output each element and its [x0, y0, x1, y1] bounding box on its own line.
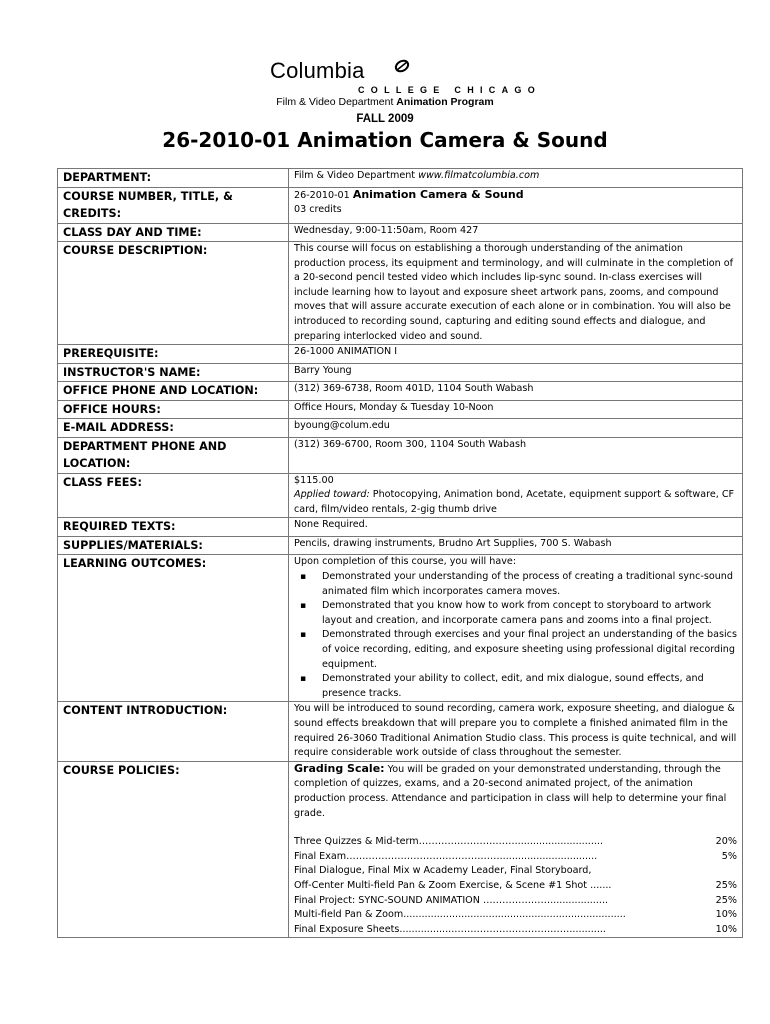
table-row — [58, 761, 743, 938]
table-row — [58, 437, 743, 473]
row-value: Barry Young — [289, 363, 743, 382]
row-value: Grading Scale: You will be graded on your demonstrated understanding, through the completion of quizzes, exams, and a 20-second animated project, of the animation production process. Attendance and participation in class will help to determine your final grade. Three Quizzes & Mid-term…………………………............................. 20% Final Exam…………………………………………................................ 5% Final Dialogue, Final Mix w Academy Leader, Final Storyboard, Off-Center Multi-field Pan & Zoom Exercise, & Scene #1 Shot ....... 25% Final Project: SYNC-SOUND ANIMATION …………………................... 25% Multi-field Pan & Zoom......................................................................... 10% Final Exposure Sheets..................………………………………............ 10% — [289, 761, 743, 938]
page-title: 26-2010-01 Animation Camera & Sound — [162, 128, 608, 152]
row-value: You will be introduced to sound recording, camera work, exposure sheeting, and dialogue & sound effects breakdown that will prepare you to complete a finished animated film in the required 26-3060 Traditional Animation Studio class. This process is quite technical, and will require considerable work outside of class throughout the semester. — [289, 702, 743, 761]
row-label: CONTENT INTRODUCTION: — [58, 702, 289, 761]
row-label: DEPARTMENT PHONE AND LOCATION: — [58, 437, 289, 473]
department-program-line: Film & Video Department Animation Program — [276, 96, 494, 108]
table-row — [58, 169, 743, 188]
table-row — [58, 400, 743, 419]
table-row — [58, 473, 743, 518]
row-value: $115.00 Applied toward: Photocopying, Animation bond, Acetate, equipment support & software, CF card, film/video rentals, 2-gig thumb drive — [289, 473, 743, 518]
row-label: E-MAIL ADDRESS: — [58, 419, 289, 438]
row-label: COURSE NUMBER, TITLE, & CREDITS: — [58, 187, 289, 223]
table-row — [58, 702, 743, 761]
table-row — [58, 518, 743, 537]
row-value: Upon completion of this course, you will have: ▪ Demonstrated your understanding of the process of creating a traditional sync-sound animated film which incorporates camera moves. ▪ Demonstrated that you know how to work from concept to storyboard to artwork layout and creation, and incorporate camera pans and zooms into a final project. ▪ Demonstrated through exercises and your final project an understanding of the basics of voice recording, editing, and exposure sheeting using professional digital recording equipment. ▪ Demonstrated your ability to collect, edit, and mix dialogue, sound effects, and presence tracks. — [289, 555, 743, 702]
row-label: DEPARTMENT: — [58, 169, 289, 188]
grade-line: Final Exam…………………………………………................................ 5% — [294, 850, 737, 862]
logo-subtitle: COLLEGE CHICAGO — [358, 85, 542, 95]
row-value: Office Hours, Monday & Tuesday 10-Noon — [289, 400, 743, 419]
logo-mark-icon — [394, 58, 410, 77]
row-value: None Required. — [289, 518, 743, 537]
row-label: REQUIRED TEXTS: — [58, 518, 289, 537]
syllabus-table — [57, 168, 743, 938]
row-value: (312) 369-6700, Room 300, 1104 South Wabash — [289, 437, 743, 473]
grade-line: Three Quizzes & Mid-term…………………………............................. 20% — [294, 836, 737, 848]
row-label: PREREQUISITE: — [58, 345, 289, 364]
row-value: 26-2010-01 Animation Camera & Sound 03 credits — [289, 187, 743, 223]
term-label: FALL 2009 — [356, 113, 414, 125]
grade-line: Off-Center Multi-field Pan & Zoom Exercise, & Scene #1 Shot ....... 25% — [294, 879, 737, 891]
table-row — [58, 419, 743, 438]
row-label: COURSE DESCRIPTION: — [58, 242, 289, 345]
row-value: Film & Video Department www.filmatcolumbia.com — [289, 169, 743, 188]
department-url-link[interactable]: www.filmatcolumbia.com — [418, 170, 540, 181]
row-label: COURSE POLICIES: — [58, 761, 289, 938]
row-label: OFFICE HOURS: — [58, 400, 289, 419]
table-row — [58, 382, 743, 401]
email-link[interactable]: byoung@colum.edu — [294, 420, 390, 432]
grading-heading: Grading Scale: — [294, 761, 385, 775]
row-value: Pencils, drawing instruments, Brudno Art Supplies, 700 S. Wabash — [289, 536, 743, 555]
grade-line: Multi-field Pan & Zoom......................................................................... 10% — [294, 909, 737, 921]
row-label: INSTRUCTOR'S NAME: — [58, 363, 289, 382]
table-row — [58, 223, 743, 242]
college-logo — [270, 58, 542, 95]
row-value: This course will focus on establishing a thorough understanding of the animation production process, its equipment and terminology, and will culminate in the completion of a 20-second pencil tested video which includes lip-sync sound. In-class exercises will include learning how to layout and exposure sheet artwork pans, zooms, and compound moves that will assure accurate execution of each alone or in combination. You will also be introduced to recording sound, capturing and editing sound effects and dialogue, and preparing interlocked video and sound. — [289, 242, 743, 345]
table-row — [58, 363, 743, 382]
row-value: 26-1000 ANIMATION I — [289, 345, 743, 364]
row-label: CLASS DAY AND TIME: — [58, 223, 289, 242]
row-value: Wednesday, 9:00-11:50am, Room 427 — [289, 223, 743, 242]
row-label: SUPPLIES/MATERIALS: — [58, 536, 289, 555]
list-item: ▪ Demonstrated your ability to collect, edit, and mix dialogue, sound effects, and presence tracks. — [322, 672, 737, 701]
grade-line: Final Dialogue, Final Mix w Academy Leader, Final Storyboard, — [294, 865, 592, 877]
table-row — [58, 536, 743, 555]
table-row — [58, 345, 743, 364]
list-item: ▪ Demonstrated that you know how to work from concept to storyboard to artwork layout and creation, and incorporate camera pans and zooms into a final project. — [322, 599, 737, 628]
table-row — [58, 555, 743, 702]
row-label: CLASS FEES: — [58, 473, 289, 518]
table-row — [58, 187, 743, 223]
list-item: ▪ Demonstrated your understanding of the process of creating a traditional sync-sound animated film which incorporates camera moves. — [322, 570, 737, 599]
list-item: ▪ Demonstrated through exercises and your final project an understanding of the basics of voice recording, editing, and exposure sheeting using professional digital recording equipment. — [322, 628, 737, 672]
outcomes-list — [294, 570, 737, 701]
row-value — [289, 419, 743, 438]
row-label: OFFICE PHONE AND LOCATION: — [58, 382, 289, 401]
grade-line: Final Exposure Sheets..................………………………………............ 10% — [294, 923, 737, 935]
grade-line: Final Project: SYNC-SOUND ANIMATION …………………................... 25% — [294, 894, 737, 906]
table-row — [58, 242, 743, 345]
logo-wordmark: Columbia — [270, 58, 365, 83]
row-label: LEARNING OUTCOMES: — [58, 555, 289, 702]
row-value: (312) 369-6738, Room 401D, 1104 South Wabash — [289, 382, 743, 401]
